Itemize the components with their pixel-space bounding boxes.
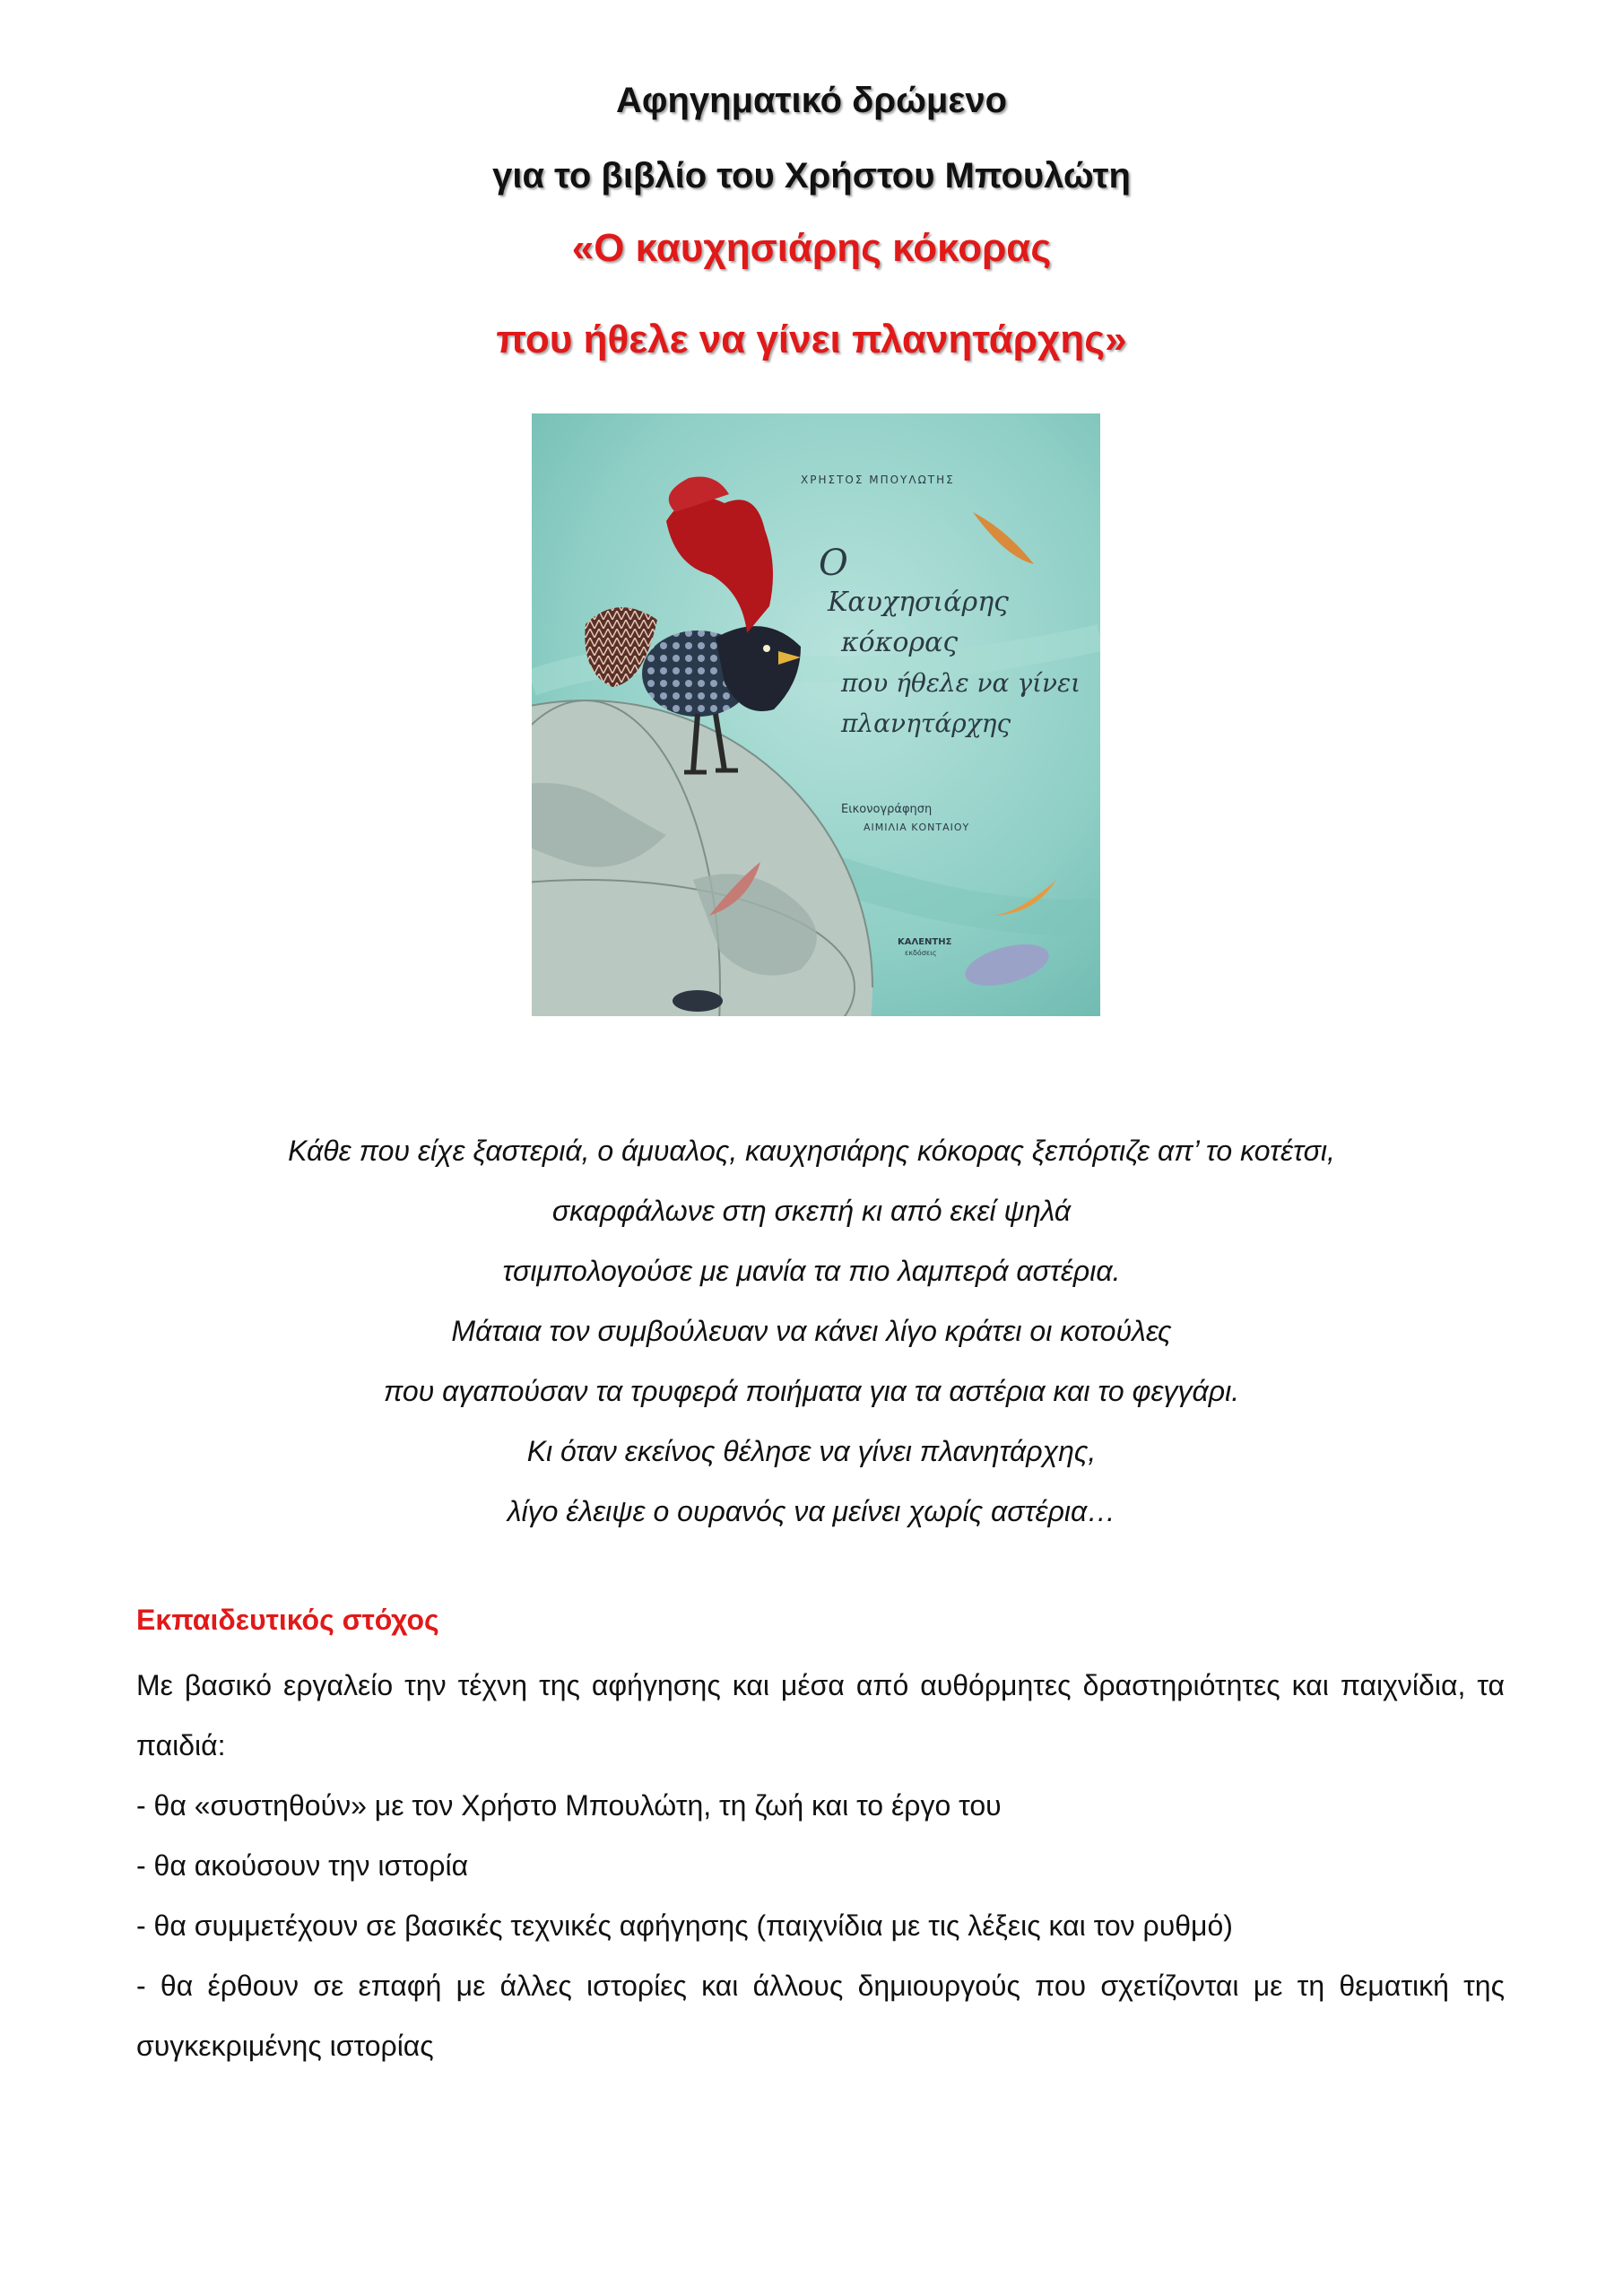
cover-title-line: Καυχησιάρης bbox=[828, 587, 1009, 618]
cover-author-text: ΧΡΗΣΤΟΣ ΜΠΟΥΛΩΤΗΣ bbox=[801, 474, 955, 486]
cover-illustration-label: Εικονογράφηση bbox=[841, 803, 933, 816]
summary-line: που αγαπούσαν τα τρυφερά ποιήματα για τα αστέρια και το φεγγάρι. bbox=[383, 1375, 1240, 1407]
book-cover-image bbox=[532, 413, 1100, 1016]
summary-line: σκαρφάλωνε στη σκεπή κι από εκεί ψηλά bbox=[551, 1195, 1072, 1227]
goal-list-item: - θα συμμετέχουν σε βασικές τεχνικές αφήγησης (παιχνίδια με τις λέξεις και τον ρυθμό) bbox=[136, 1909, 1233, 1942]
cover-title-line: Ο bbox=[819, 543, 848, 584]
goal-list-item: - θα έρθουν σε επαφή με άλλες ιστορίες και άλλους δημιουργούς που σχετίζονται με τη θεματική της συγκεκριμένης ιστορίας bbox=[136, 1970, 1505, 2062]
cover-title-line: πλανητάρχης bbox=[841, 709, 1011, 738]
summary-line: Κάθε που είχε ξαστεριά, ο άμυαλος, καυχησιάρης κόκορας ξεπόρτιζε απ’ το κοτέτσι, bbox=[288, 1135, 1335, 1167]
goal-list-item: - θα «συστηθούν» με τον Χρήστο Μπουλώτη, τη ζωή και το έργο του bbox=[136, 1789, 1002, 1822]
cover-title-line: κόκορας bbox=[841, 627, 959, 658]
book-summary-quote bbox=[0, 1121, 1623, 1542]
cover-title-line: που ήθελε να γίνει bbox=[841, 668, 1081, 698]
summary-line: λίγο έλειψε ο ουρανός να μείνει χωρίς αστέρια… bbox=[507, 1495, 1116, 1527]
goal-list-item: - θα ακούσουν την ιστορία bbox=[136, 1849, 469, 1882]
educational-goal-body bbox=[136, 1656, 1505, 2076]
heading-event-type: Αφηγηματικό δρώμενο bbox=[615, 81, 1008, 120]
cover-illustrator-name: ΑΙΜΙΛΙΑ ΚΟΝΤΑΙΟΥ bbox=[864, 822, 970, 833]
cover-publisher-name: ΚΑΛΕΝΤΗΣ bbox=[898, 937, 952, 947]
cover-publisher-subtitle: εκδόσεις bbox=[905, 949, 937, 957]
summary-line: Κι όταν εκείνος θέλησε να γίνει πλανητάρχης, bbox=[526, 1435, 1097, 1467]
summary-line: Μάταια τον συμβούλευαν να κάνει λίγο κράτει οι κοτούλες bbox=[451, 1315, 1172, 1347]
goal-intro-paragraph: Με βασικό εργαλείο την τέχνη της αφήγησης και μέσα από αυθόρμητες δραστηριότητες και παιχνίδια, τα παιδιά: bbox=[136, 1669, 1505, 1761]
educational-goal-title: Εκπαιδευτικός στόχος bbox=[136, 1604, 439, 1636]
heading-book-author: για το βιβλίο του Χρήστου Μπουλώτη bbox=[492, 156, 1131, 196]
heading-book-title-line1: «Ο καυχησιάρης κόκορας bbox=[571, 226, 1052, 270]
heading-book-title-line2: που ήθελε να γίνει πλανητάρχης» bbox=[496, 317, 1127, 361]
summary-line: τσιμπολογούσε με μανία τα πιο λαμπερά αστέρια. bbox=[502, 1255, 1121, 1287]
